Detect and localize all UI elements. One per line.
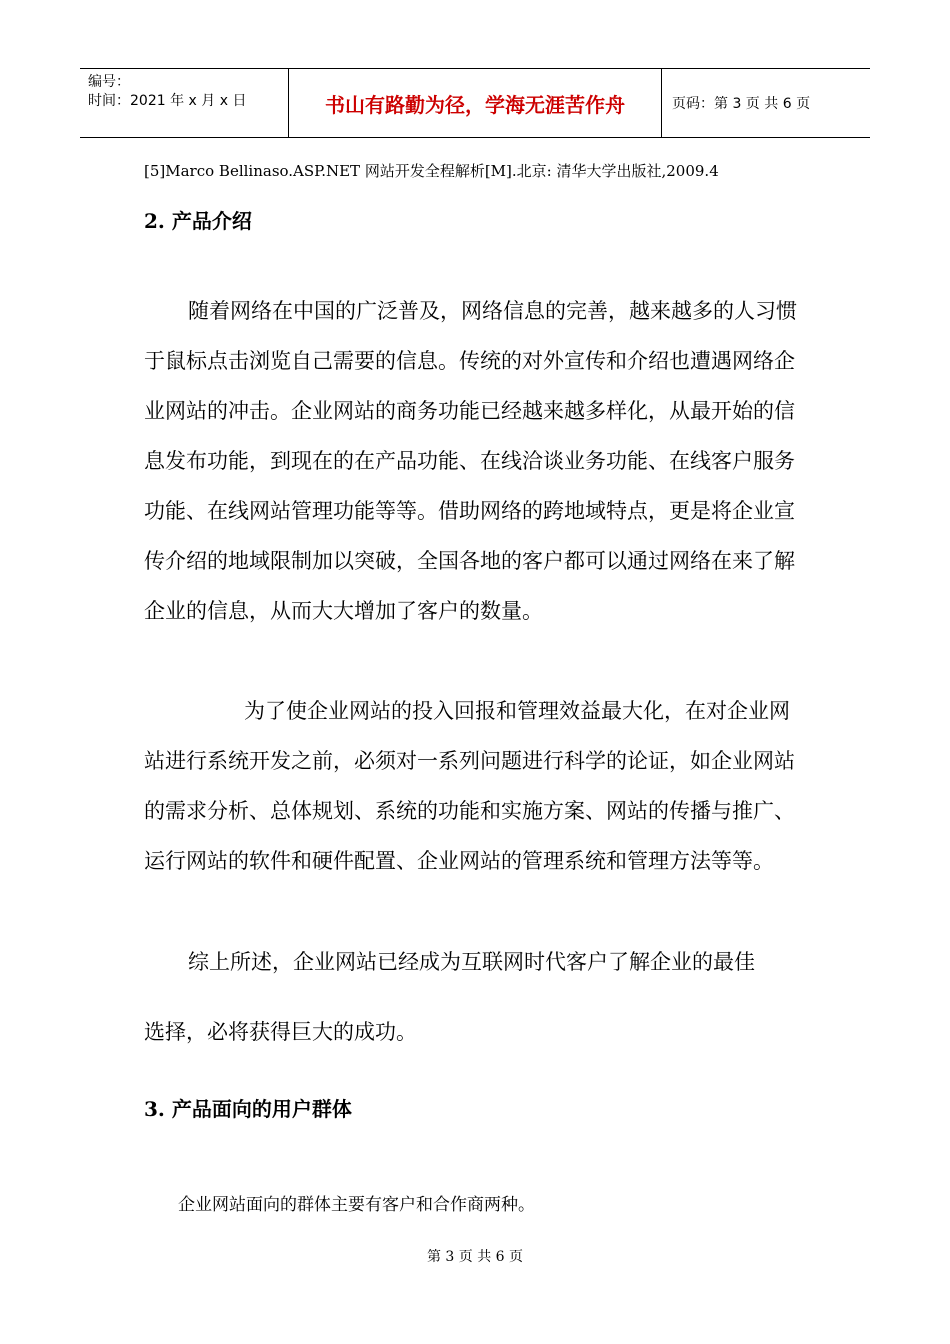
section-2-paragraph-2: 为了使企业网站的投入回报和管理效益最大化，在对企业网站进行系统开发之前，必须对一系列问题进行科学的论证，如企业网站的需求分析、总体规划、系统的功能和实施方案、网站的传播与推广、运行网站的软件和硬件配置、企业网站的管理系统和管理方法等等。 (144, 699, 795, 873)
header-page-info: 页码：第 3 页 共 6 页 (672, 96, 811, 112)
header-meta (80, 69, 289, 137)
section-3-heading: 3. 产品面向的用户群体 (144, 1097, 352, 1121)
time-label: 时间：2021 年 x 月 x 日 (88, 93, 247, 109)
section-2-heading: 2. 产品介绍 (144, 209, 252, 233)
section-3-paragraph-1: 企业网站面向的群体主要有客户和合作商两种。 (178, 1195, 535, 1215)
section-2-paragraph-4: 选择，必将获得巨大的成功。 (144, 1020, 417, 1044)
footer-page-number: 第 3 页 共 6 页 (426, 1249, 524, 1265)
number-label: 编号： (88, 74, 130, 90)
reference-entry: [5]Marco Bellinaso.ASP.NET 网站开发全程解析[M].北京: 清华大学出版社,2009.4 (144, 162, 719, 180)
section-2-paragraph-3: 综上所述，企业网站已经成为互联网时代客户了解企业的最佳 (188, 950, 755, 974)
header-motto: 书山有路勤为径，学海无涯苦作舟 (289, 69, 662, 137)
section-2-paragraph-1: 随着网络在中国的广泛普及，网络信息的完善，越来越多的人习惯于鼠标点击浏览自己需要的信息。传统的对外宣传和介绍也遭遇网络企业网站的冲击。企业网站的商务功能已经越来越多样化，从最开始的信息发布功能，到现在的在产品功能、在线洽谈业务功能、在线客户服务功能、在线网站管理功能等等。借助网络的跨地域特点，更是将企业宣传介绍的地域限制加以突破，全国各地的客户都可以通过网络在来了解企业的信息，从而大大增加了客户的数量。 (144, 299, 797, 623)
page-footer (0, 1246, 950, 1266)
page-header (80, 68, 870, 138)
